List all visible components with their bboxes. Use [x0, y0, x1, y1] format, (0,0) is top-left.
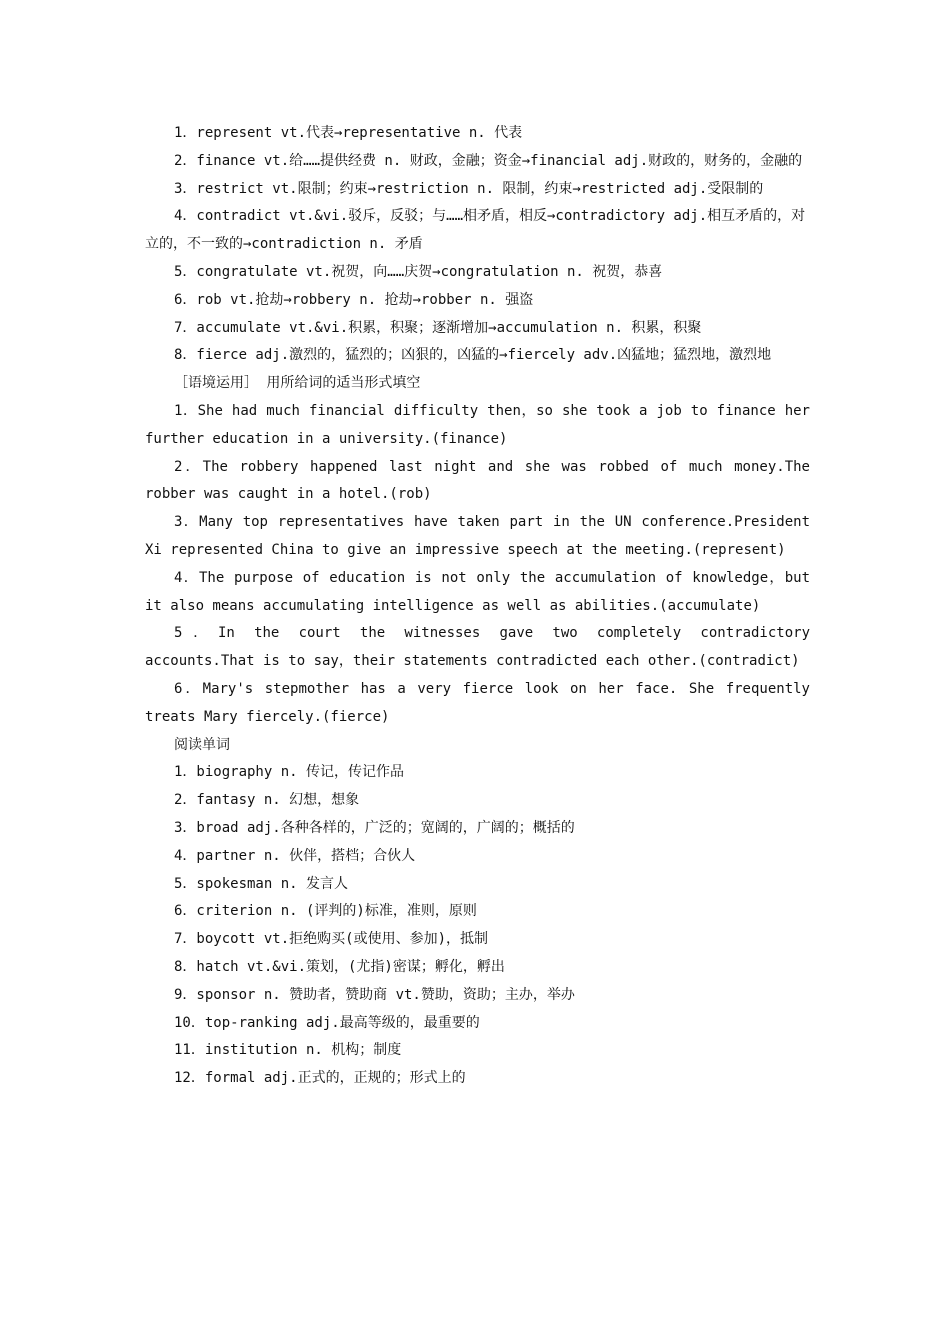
- reading-item: [145, 759, 810, 787]
- reading-text: 10．top-ranking adj.最高等级的，最重要的: [174, 1014, 480, 1031]
- exercise-text: 1．She had much financial difficulty then，so she took a job to finance her further education in a university.(finance): [145, 402, 810, 447]
- exercise-item: [145, 676, 810, 732]
- exercise-text: 3．Many top representatives have taken part in the UN conference.President Xi represented China to give an impressive speech at the meeting.(represent): [145, 514, 810, 558]
- vocab-text: 3．restrict vt.限制；约束→restriction n. 限制，约束→restricted adj.受限制的: [174, 180, 764, 197]
- reading-text: 6．criterion n. (评判的)标准，准则，原则: [174, 903, 477, 920]
- reading-text: 1．biography n. 传记，传记作品: [174, 764, 405, 781]
- exercise-text: 2．The robbery happened last night and she was robbed of much money.The robber was caught in a hotel.(rob): [145, 458, 810, 503]
- reading-item: [145, 982, 810, 1010]
- reading-item: [145, 1037, 810, 1065]
- reading-text: 5．spokesman n. 发言人: [174, 875, 349, 892]
- exercise-text: 4．The purpose of education is not only the accumulation of knowledge，but it also means accumulating intelligence as well as abilities.(accumulate): [145, 569, 810, 614]
- vocab-text: 7．accumulate vt.&vi.积累，积聚；逐渐增加→accumulation n. 积累，积聚: [174, 319, 702, 336]
- reading-item: [145, 871, 810, 899]
- exercise-text: 6．Mary's stepmother has a very fierce look on her face. She frequently treats Mary fiercely.(fierce): [145, 680, 810, 725]
- vocab-text: 2．finance vt.给……提供经费 n. 财政，金融；资金→financial adj.财政的，财务的，金融的: [174, 152, 803, 169]
- vocab-item: [145, 148, 810, 176]
- vocab-text: 6．rob vt.抢劫→robbery n. 抢劫→robber n. 强盗: [174, 291, 534, 308]
- vocab-text: 8．fierce adj.激烈的，猛烈的；凶狠的，凶猛的→fiercely adv.凶猛地；猛烈地，激烈地: [174, 347, 772, 364]
- vocab-text: 5．congratulate vt.祝贺，向……庆贺→congratulation n. 祝贺，恭喜: [174, 263, 663, 280]
- exercise-item: [145, 509, 810, 565]
- exercise-item: [145, 620, 810, 676]
- section-title: ［语境运用］ 用所给词的适当形式填空: [174, 375, 421, 392]
- reading-item: [145, 787, 810, 815]
- reading-text: 4．partner n. 伙伴，搭档；合伙人: [174, 847, 416, 864]
- reading-item: [145, 1010, 810, 1038]
- reading-item: [145, 954, 810, 982]
- reading-text: 8．hatch vt.&vi.策划，(尤指)密谋；孵化，孵出: [174, 958, 505, 975]
- vocab-item: [145, 259, 810, 287]
- vocab-item: [145, 342, 810, 370]
- reading-item: [145, 1065, 810, 1093]
- exercise-text: 5．In the court the witnesses gave two completely contradictory accounts.That is to say，their statements contradicted each other.(contradict): [145, 625, 810, 670]
- exercise-item: [145, 398, 810, 454]
- reading-item: [145, 926, 810, 954]
- vocab-text: 4．contradict vt.&vi.驳斥，反驳；与……相矛盾，相反→contradictory adj.相互矛盾的，对立的，不一致的→contradiction n. 矛盾: [145, 208, 806, 253]
- vocab-item: [145, 203, 810, 259]
- vocab-text: 1．represent vt.代表→representative n. 代表: [174, 125, 523, 141]
- reading-title: 阅读单词: [174, 736, 230, 753]
- reading-text: 12．formal adj.正式的，正规的；形式上的: [174, 1070, 466, 1087]
- exercise-item: [145, 565, 810, 621]
- reading-text: 9．sponsor n. 赞助者，赞助商 vt.赞助，资助；主办，举办: [174, 986, 575, 1003]
- reading-text: 7．boycott vt.拒绝购买(或使用、参加)，抵制: [174, 931, 489, 948]
- vocab-item: [145, 315, 810, 343]
- reading-text: 2．fantasy n. 幻想，想象: [174, 792, 360, 809]
- reading-item: [145, 815, 810, 843]
- vocab-item: [145, 287, 810, 315]
- exercise-item: [145, 454, 810, 510]
- document-body: [145, 120, 810, 1093]
- reading-text: 3．broad adj.各种各样的，广泛的；宽阔的，广阔的；概括的: [174, 819, 575, 836]
- reading-item: [145, 898, 810, 926]
- reading-text: 11．institution n. 机构；制度: [174, 1042, 402, 1059]
- vocab-item: [145, 120, 810, 148]
- vocab-item: [145, 176, 810, 204]
- reading-item: [145, 843, 810, 871]
